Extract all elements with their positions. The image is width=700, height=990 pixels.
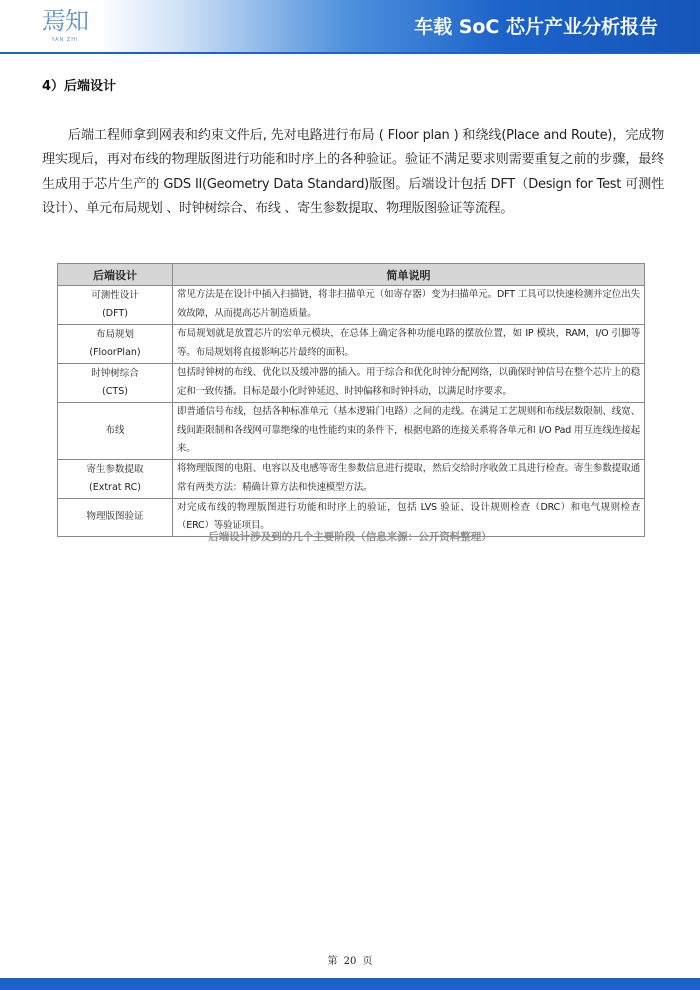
- stage-name: 可测性设计: [91, 290, 139, 301]
- stage-cell: [58, 325, 173, 364]
- table-row: [58, 286, 645, 325]
- stage-cell: [58, 286, 173, 325]
- footer-bar: [0, 978, 700, 990]
- table-row: [58, 459, 645, 498]
- stage-name: 布局规划: [95, 329, 134, 340]
- company-logo: [42, 6, 88, 46]
- stage-cell: [58, 403, 173, 460]
- table-row: [58, 325, 645, 364]
- stage-abbreviation: (Extrat RC): [89, 481, 141, 493]
- stage-description: 包括时钟树的布线、优化以及缓冲器的插入。用于综合和优化时钟分配网络，以确保时钟信号在整个芯片上的稳定和一致传播。目标是最小化时钟延迟、时钟偏移和时钟抖动，以满足时序要求。: [173, 364, 645, 403]
- column-header-stage: 后端设计: [58, 264, 173, 286]
- stage-description: 常见方法是在设计中插入扫描链，将非扫描单元（如寄存器）变为扫描单元。DFT 工具可以快速检测并定位出失效故障，从而提高芯片制造质量。: [173, 286, 645, 325]
- stage-abbreviation: (CTS): [102, 386, 128, 397]
- stage-description: 布局规划就是放置芯片的宏单元模块，在总体上确定各种功能电路的摆放位置，如 IP 模块，RAM，I/O 引脚等等。布局规划将直接影响芯片最终的面积。: [173, 325, 645, 364]
- stage-name: 布线: [105, 424, 125, 436]
- stage-abbreviation: (FloorPlan): [89, 347, 141, 358]
- stage-abbreviation: (DFT): [102, 308, 128, 319]
- header-divider: [0, 52, 700, 54]
- table-row: [58, 364, 645, 403]
- backend-stages-table: [57, 263, 645, 537]
- section-heading: 4）后端设计: [42, 79, 117, 94]
- stage-description: 对完成布线的物理版图进行功能和时序上的验证，包括 LVS 验证、设计规则检查（DRC）和电气规则检查（ERC）等验证项目。: [173, 498, 645, 536]
- stage-name: 寄生参数提取: [86, 463, 144, 475]
- table-caption: 后端设计涉及到的几个主要阶段（信息来源：公开资料整理）: [208, 531, 492, 543]
- stage-description: 即普通信号布线，包括各种标准单元（基本逻辑门电路）之间的走线。在满足工艺规则和布线层数限制、线宽、线间距限制和各线网可靠绝缘的电性能约束的条件下，根据电路的连接关系将各单元和 I/O Pad 用互连线连接起来。: [173, 403, 645, 460]
- logo-subtext: YAN ZHI: [51, 37, 79, 43]
- table-header-row: [58, 264, 645, 286]
- logo-mark: 焉知: [42, 7, 88, 35]
- stage-name: 物理版图验证: [86, 511, 144, 523]
- table-row: [58, 403, 645, 460]
- stage-cell: [58, 364, 173, 403]
- body-paragraph: 后端工程师拿到网表和约束文件后, 先对电路进行布局 ( Floor plan ) 和绕线(Place and Route)，完成物理实现后，再对布线的物理版图进行功能和时序上的各种验证。验证不满足要求则需要重复之前的步骤，最终生成用于芯片生产的 GDS II(Geometry Data Standard)版图。后端设计包括 DFT（Design for Test 可测性设计）、单元布局规划 、时钟树综合、布线 、寄生参数提取、物理版图验证等流程。: [42, 128, 664, 216]
- stage-cell: [58, 459, 173, 498]
- report-title: 车载 SoC 芯片产业分析报告: [414, 16, 658, 38]
- stage-name: 时钟树综合: [91, 368, 139, 379]
- page-number: 第 20 页: [327, 956, 373, 967]
- column-header-description: 简单说明: [173, 264, 645, 286]
- stage-description: 将物理版图的电阻、电容以及电感等寄生参数信息进行提取，然后交给时序收敛工具进行检查。寄生参数提取通常有两类方法：精确计算方法和快速模型方法。: [173, 459, 645, 498]
